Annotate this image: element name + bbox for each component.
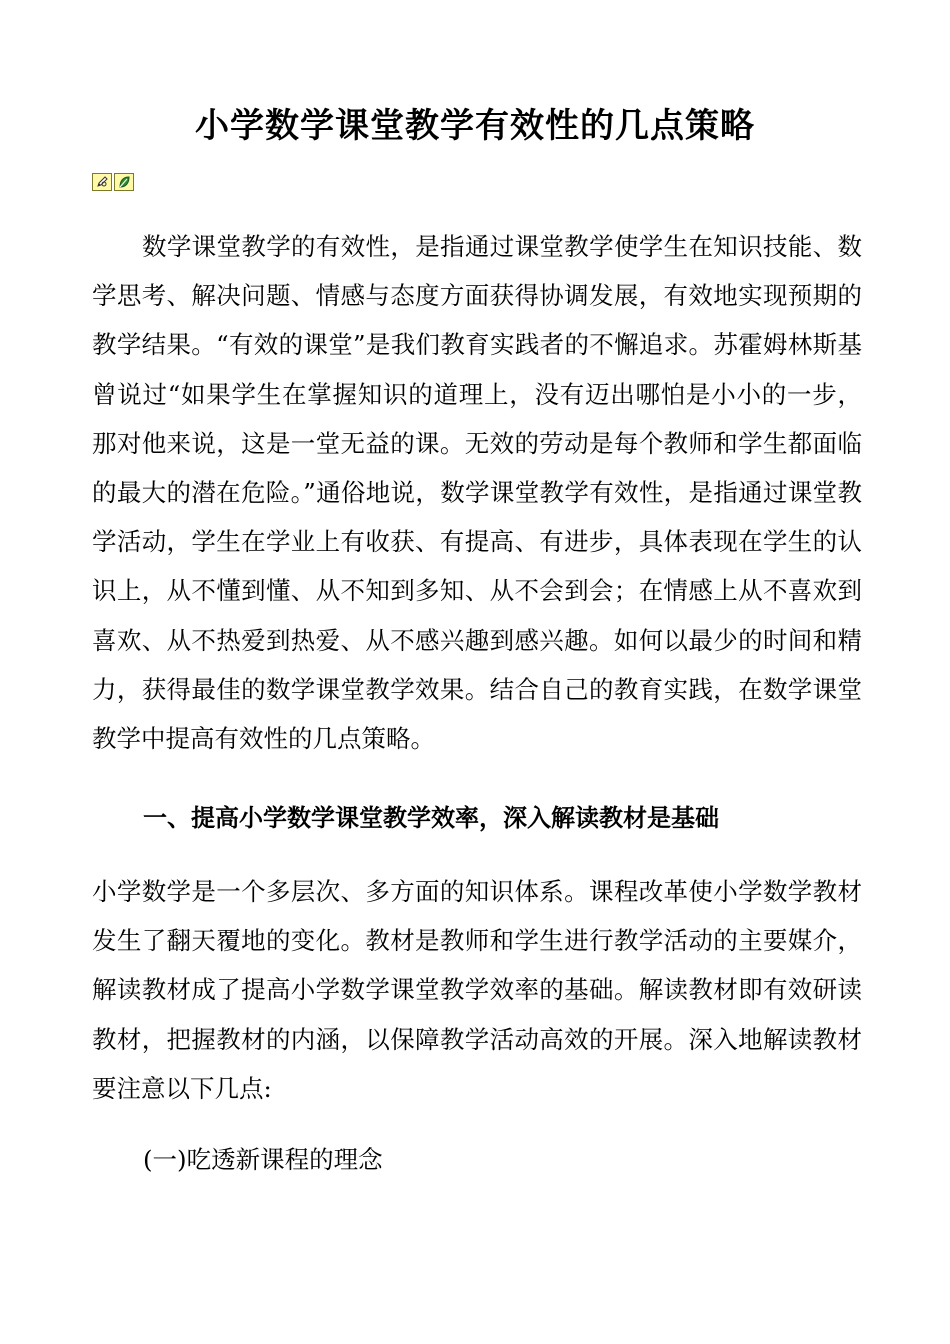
leaf-icon[interactable] (114, 173, 134, 191)
subsection-heading: (一)吃透新课程的理念 (143, 1145, 383, 1174)
document-badges (92, 173, 134, 191)
section-heading: 一、提高小学数学课堂教学效率，深入解读教材是基础 (143, 804, 719, 832)
pencil-edit-icon[interactable] (92, 173, 112, 191)
document-title: 小学数学课堂教学有效性的几点策略 (195, 106, 755, 146)
section-paragraph: 小学数学是一个多层次、多方面的知识体系。课程改革使小学数学教材发生了翻天覆地的变化。教材是教师和学生进行教学活动的主要媒介，解读教材成了提高小学数学课堂教学效率的基础。解读教材即有效研读教材，把握教材的内涵，以保障教学活动高效的开展。深入地解读教材要注意以下几点: (92, 877, 862, 1103)
intro-paragraph: 数学课堂教学的有效性，是指通过课堂教学使学生在知识技能、数学思考、解决问题、情感与态度方面获得协调发展，有效地实现预期的教学结果。“有效的课堂”是我们教育实践者的不懈追求。苏霍姆林斯基曾说过“如果学生在掌握知识的道理上，没有迈出哪怕是小小的一步，那对他来说，这是一堂无益的课。无效的劳动是每个教师和学生都面临的最大的潜在危险。”通俗地说，数学课堂教学有效性，是指通过课堂教学活动，学生在学业上有收获、有提高、有进步，具体表现在学生的认识上，从不懂到懂、从不知到多知、从不会到会；在情感上从不喜欢到喜欢、从不热爱到热爱、从不感兴趣到感兴趣。如何以最少的时间和精力，获得最佳的数学课堂教学效果。结合自己的教育实践，在数学课堂教学中提高有效性的几点策略。 (92, 232, 862, 754)
